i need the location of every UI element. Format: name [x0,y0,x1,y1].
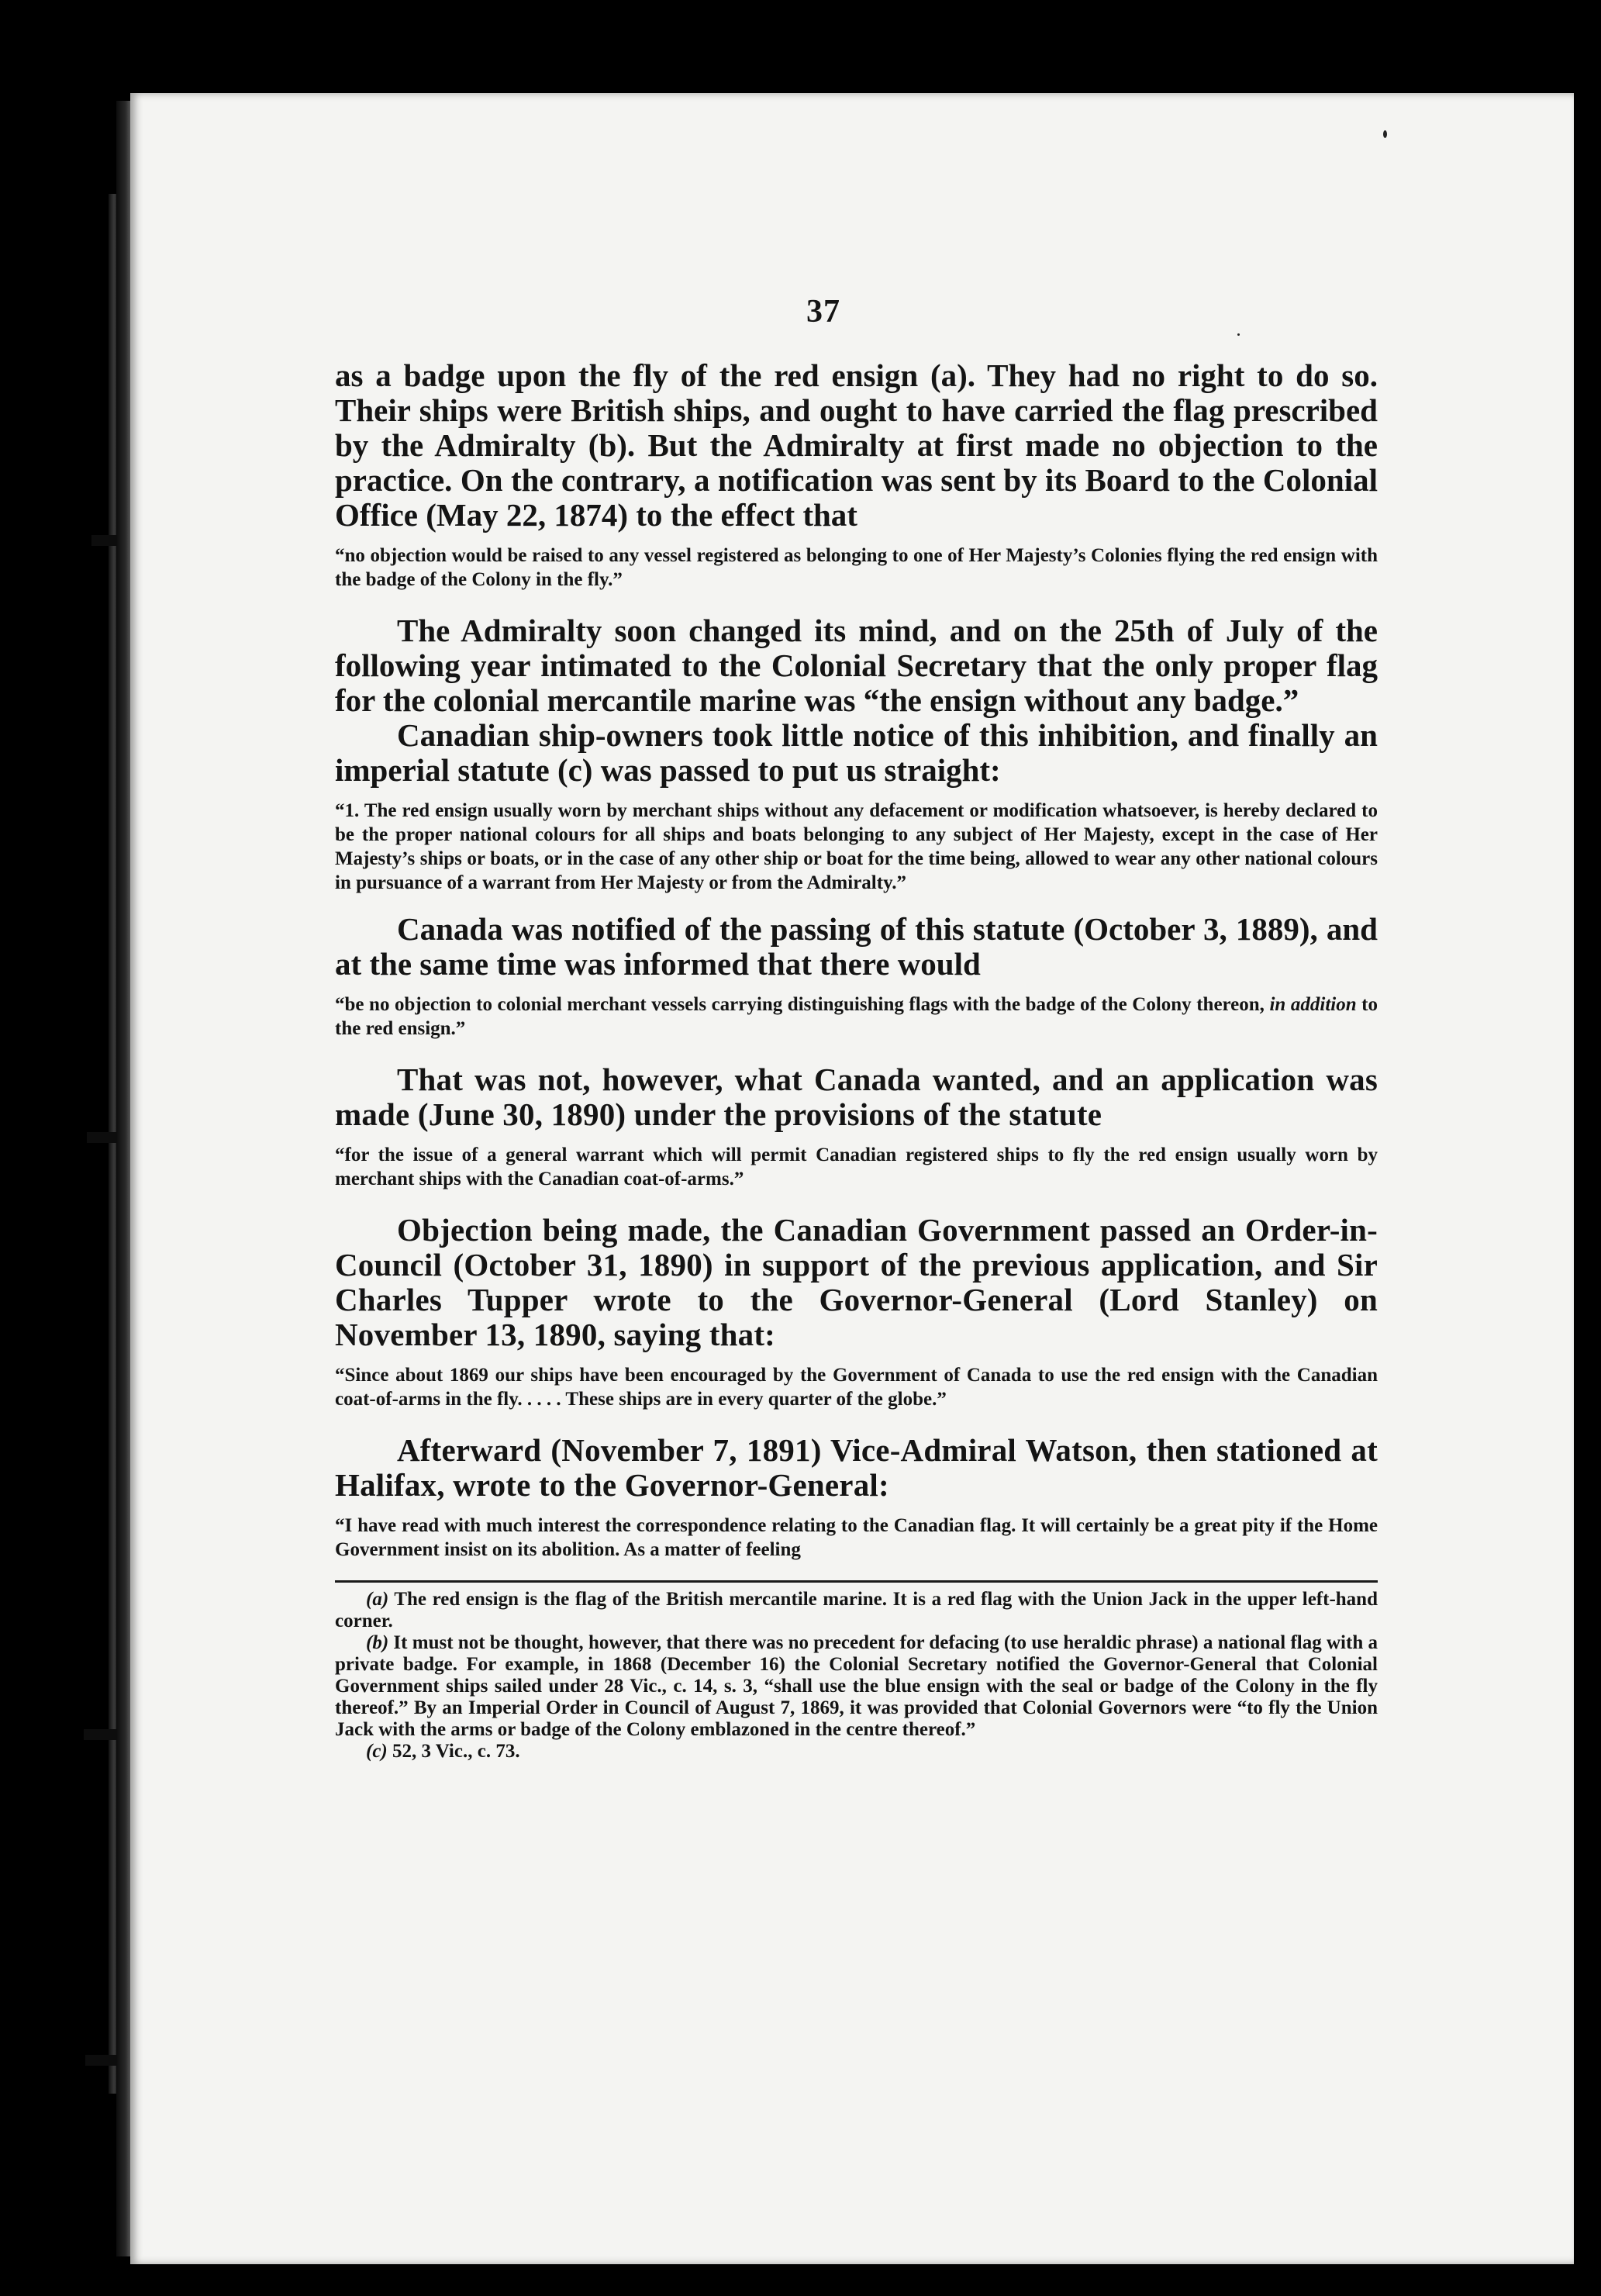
block-quote [335,993,1378,1041]
ink-speck [1383,130,1387,138]
block-quote: “I have read with much interest the correspondence relating to the Canadian flag. It will certainly be a great pity if the Home Government insist on its abolition. As a matter of feeling [335,1515,1378,1560]
paragraph: That was not, however, what Canada wanted, and an application was made (June 30, 1890) under the provisions of the statute [335,1062,1378,1132]
page-number: 37 [806,294,840,330]
paragraph: The Admiralty soon changed its mind, and on the 25th of July of the following year intimated to the Colonial Secretary that the only proper flag for the colonial mercantile marine was “the ensign without any badge.” [335,613,1378,718]
footnote-text: It must not be thought, however, that there was no precedent for defacing (to use heraldic phrase) a national flag with a private badge. For example, in 1868 (December 16) the Colonial Secretary notified the Governor-General that Colonial Government ships sailed under 28 Vic., c. 14, s. 3, “shall use the blue ensign with the seal or badge of the Colony in the fly thereof.” By an Imperial Order in Council of August 7, 1869, it was provided that Colonial Governors were “to fly the Union Jack with the arms or badge of the Colony emblazoned in the centre thereof.” [335,1632,1378,1740]
block-quote: “Since about 1869 our ships have been encouraged by the Government of Canada to use the red ensign with the Canadian coat-of-arms in the fly. . . . . These ships are in every quarter of the globe.” [335,1365,1378,1410]
paragraph: Canadian ship-owners took little notice of this inhibition, and finally an imperial statute (c) was passed to put us straight: [335,717,1378,788]
footnote-text: The red ensign is the flag of the British mercantile marine. It is a red flag with the Union Jack in the upper left-hand corner. [335,1589,1378,1631]
paragraph: Afterward (November 7, 1891) Vice-Admiral Watson, then stationed at Halifax, wrote to the Governor-General: [335,1432,1378,1503]
block-quote: “1. The red ensign usually worn by merchant ships without any defacement or modification whatsoever, is hereby declared to be the proper national colours for all ships and boats belonging to any subject of Her Majesty, except in the case of Her Majesty’s ships or boats, or in the case of any other ship or boat for the time being, allowed to wear any other national colours in pursuance of a warrant from Her Majesty or from the Admiralty.” [335,800,1378,893]
quote-text: “be no objection to colonial merchant vessels carrying distinguishing flags with the badge of the Colony thereon, [335,994,1270,1015]
footnote-a [335,1589,1378,1632]
quote-text: to the red ensign.” [335,994,1378,1039]
footnote-b [335,1632,1378,1741]
ink-speck [1237,333,1240,336]
paragraph: Objection being made, the Canadian Government passed an Order-in-Council (October 31, 1890) in support of the previous application, and Sir Charles Tupper wrote to the Governor-General (Lord Stanley) on November 13, 1890, saying that: [335,1212,1378,1352]
paragraph: Canada was notified of the passing of this statute (October 3, 1889), and at the same time was informed that there would [335,911,1378,982]
footnote-rule [335,1580,1378,1583]
footnote-label: (a) [366,1589,389,1610]
paragraph: as a badge upon the fly of the red ensign (a). They had no right to do so. Their ships were British ships, and ought to have carried the flag prescribed by the Admiralty (b). But the Admiralty at first made no objection to the practice. On the contrary, a notification was sent by its Board to the Colonial Office (May 22, 1874) to the effect that [335,357,1378,533]
footnote-text: 52, 3 Vic., c. 73. [387,1741,520,1762]
page-content [335,358,1378,1763]
block-quote: “no objection would be raised to any vessel registered as belonging to one of Her Majesty’s Colonies flying the red ensign with the badge of the Colony in the fly.” [335,545,1378,590]
footnote-c [335,1741,1378,1763]
footnote-label: (b) [366,1632,389,1653]
block-quote: “for the issue of a general warrant which will permit Canadian registered ships to fly the red ensign usually worn by merchant ships with the Canadian coat-of-arms.” [335,1145,1378,1189]
quote-emphasis: in addition [1269,994,1357,1015]
footnote-label: (c) [366,1741,388,1762]
